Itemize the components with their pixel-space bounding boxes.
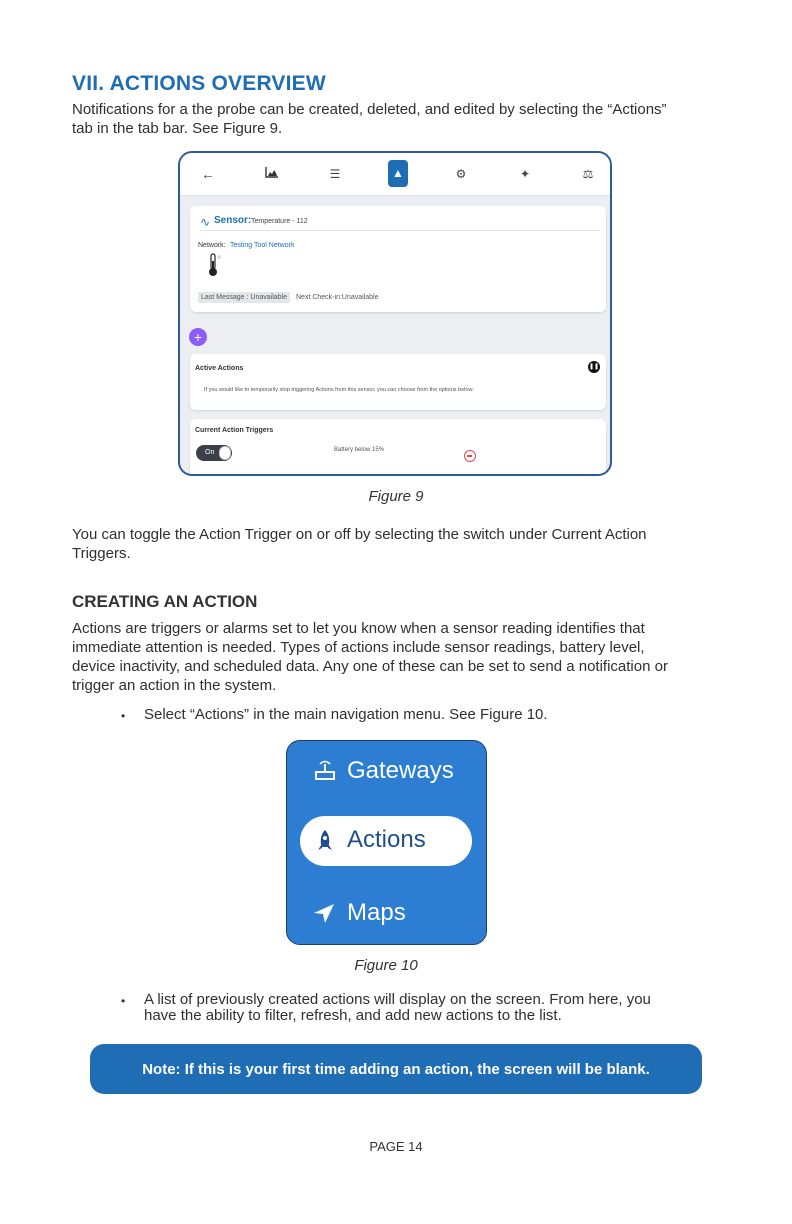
- gear-icon[interactable]: ⚙: [455, 167, 467, 181]
- trigger-name: Battery below 15%: [334, 447, 385, 453]
- nav-item-maps[interactable]: Maps: [347, 899, 406, 926]
- creating-line-1: Actions are triggers or alarms set to let you know when a sensor reading identifies that: [72, 620, 645, 637]
- divider: [200, 230, 600, 231]
- back-arrow-icon[interactable]: ←: [201, 166, 215, 182]
- active-actions-card: [190, 354, 606, 410]
- nav-item-actions-label: Actions: [347, 826, 426, 853]
- bullet-2-line-1: A list of previously created actions will display on the screen. From here, you: [144, 991, 651, 1008]
- trigger-toggle[interactable]: [196, 445, 232, 461]
- creating-line-2: immediate attention is needed. Types of actions include sensor readings, battery level,: [72, 639, 645, 656]
- add-action-button[interactable]: +: [189, 328, 207, 346]
- sensor-card: [190, 206, 606, 312]
- current-triggers-title: Current Action Triggers: [195, 427, 274, 434]
- nav-item-gateways[interactable]: Gateways: [347, 757, 454, 784]
- list-icon[interactable]: ☰: [329, 167, 341, 181]
- toggle-label: On: [205, 449, 215, 456]
- current-triggers-card: [190, 419, 606, 476]
- sensor-name: Temperature - 112: [251, 218, 308, 225]
- wrench-icon[interactable]: ✦: [519, 167, 531, 181]
- location-arrow-icon: [312, 902, 336, 929]
- remove-trigger-icon[interactable]: [464, 450, 476, 462]
- chart-icon[interactable]: [262, 165, 282, 183]
- pause-icon[interactable]: ❚❚: [588, 361, 600, 373]
- creating-line-4: trigger an action in the system.: [72, 677, 277, 694]
- network-link[interactable]: Testing Tool Network: [230, 242, 295, 249]
- figure-9-screenshot: [178, 151, 612, 476]
- creating-line-3: device inactivity, and scheduled data. Any one of these can be set to send a notification or: [72, 658, 668, 675]
- pulse-icon: ∿: [200, 215, 211, 229]
- nav-item-actions-selected[interactable]: [300, 816, 472, 866]
- active-actions-text: If you would like to temporarily stop triggering Actions from this sensor, you can choose from the options below.: [204, 387, 474, 393]
- note-text: Note: If this is your first time adding an action, the screen will be blank.: [142, 1060, 650, 1078]
- figure-9-caption: Figure 9: [368, 488, 424, 505]
- figure-10-caption: Figure 10: [354, 957, 418, 974]
- toggle-text-line-2: Triggers.: [72, 545, 131, 562]
- last-message: Last Message : Unavailable: [198, 292, 290, 303]
- network-label: Network:: [198, 242, 226, 249]
- bullet-icon: •: [121, 709, 126, 723]
- rocket-icon[interactable]: ▲: [388, 160, 408, 187]
- next-checkin: Next Check-in:Unavailable: [296, 294, 379, 301]
- note-banner: [90, 1044, 702, 1094]
- sensor-label: Sensor:: [214, 215, 252, 226]
- toggle-text-line-1: You can toggle the Action Trigger on or off by selecting the switch under Current Action: [72, 526, 647, 543]
- section-title: VII. ACTIONS OVERVIEW: [72, 72, 326, 95]
- bullet-icon: •: [121, 994, 126, 1008]
- page-number: PAGE 14: [369, 1139, 423, 1154]
- creating-action-heading: CREATING AN ACTION: [72, 592, 258, 611]
- tab-bar: [180, 153, 610, 196]
- rocket-icon: [316, 829, 334, 858]
- figure-10-navigation-menu: [286, 740, 487, 945]
- intro-line-2: tab in the tab bar. See Figure 9.: [72, 120, 283, 137]
- bullet-1: Select “Actions” in the main navigation menu. See Figure 10.: [144, 706, 548, 723]
- bullet-2-line-2: have the ability to filter, refresh, and add new actions to the list.: [144, 1007, 562, 1024]
- gateway-icon: [314, 759, 336, 786]
- intro-line-1: Notifications for a the probe can be created, deleted, and edited by selecting the “Actions”: [72, 101, 667, 118]
- scale-icon[interactable]: ⚖: [582, 167, 594, 181]
- toggle-knob: [219, 446, 231, 460]
- thermometer-icon: [208, 253, 222, 282]
- active-actions-title: Active Actions: [195, 365, 244, 372]
